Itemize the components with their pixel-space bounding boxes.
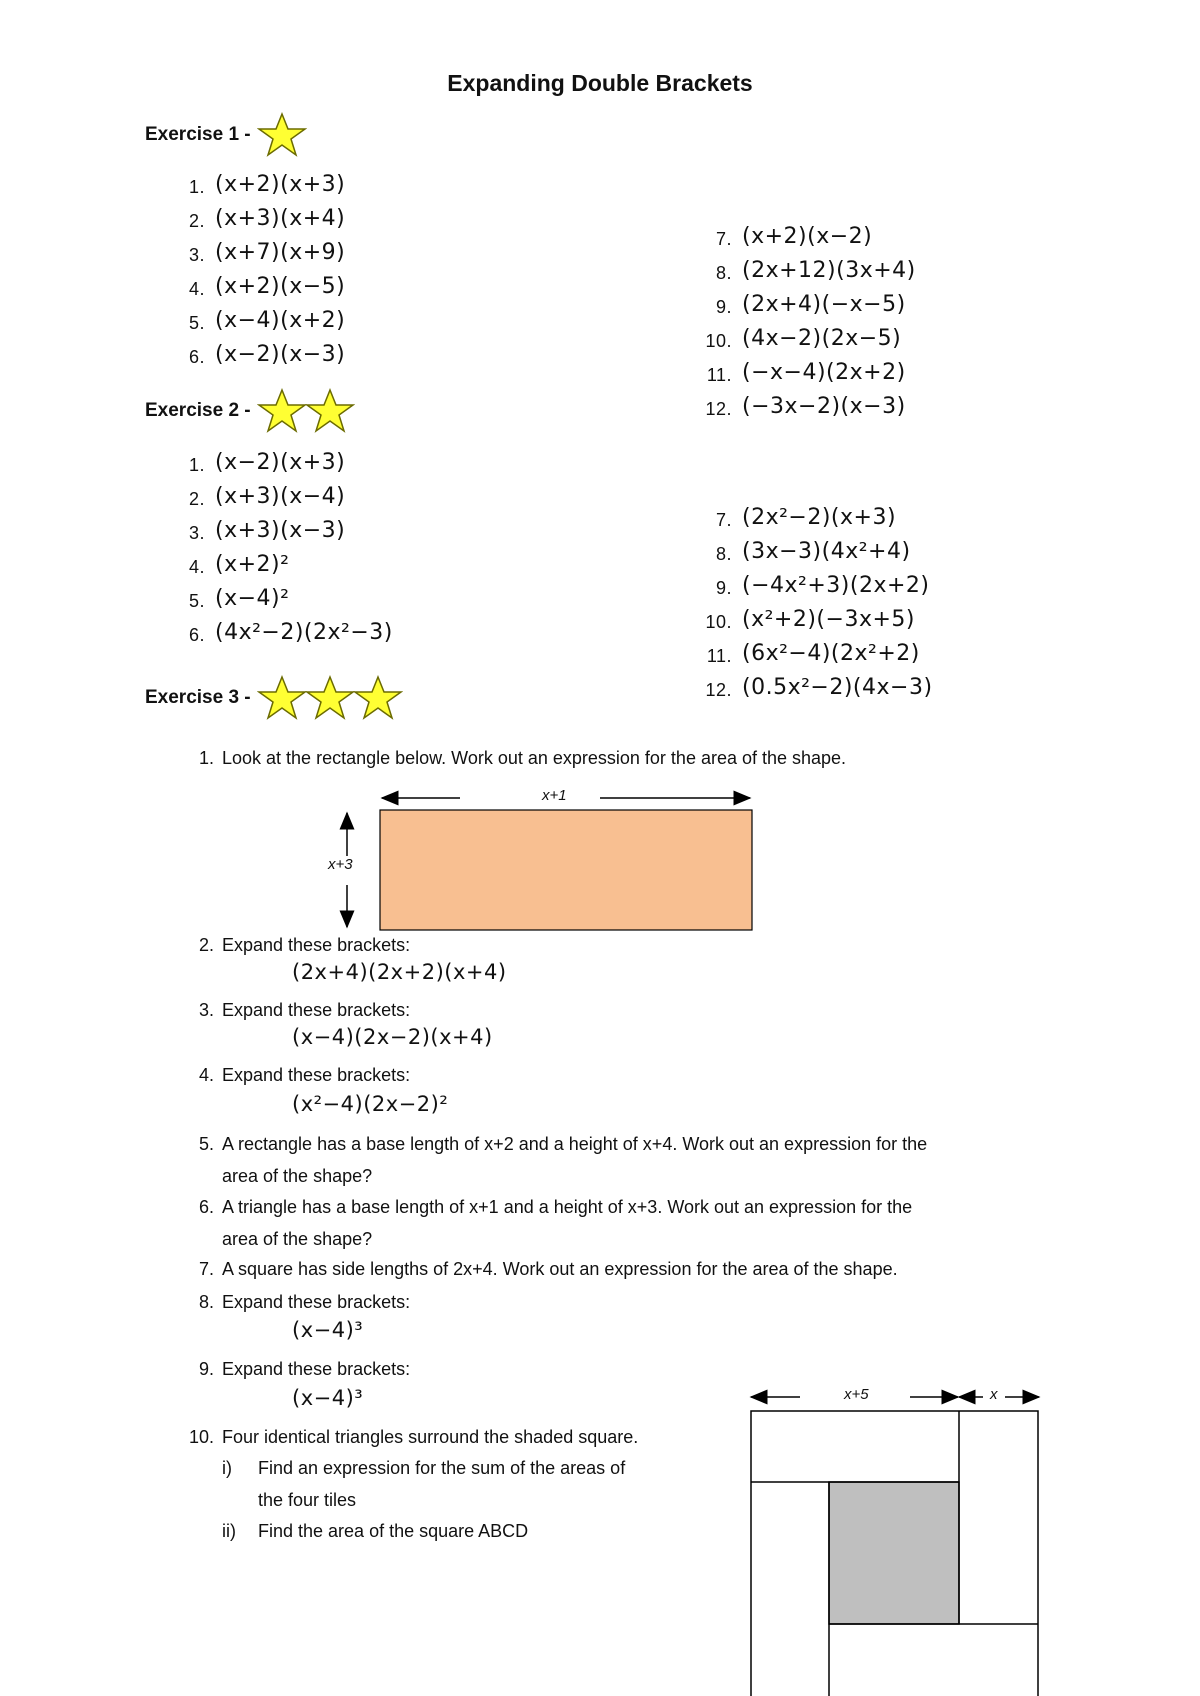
item-number: 5.: [188, 591, 205, 611]
star-icon: [305, 388, 355, 434]
exercise-1-stars: [257, 112, 305, 158]
exercise-3-heading: [145, 675, 401, 721]
question-4-text: Expand these brackets:: [222, 1065, 411, 1085]
item-expression: (x+2)(x+3): [215, 172, 346, 197]
list-item: [188, 552, 393, 586]
star-icon: [305, 675, 355, 721]
list-item: [705, 607, 933, 641]
list-item: [188, 274, 346, 308]
question-10-text: Four identical triangles surround the shaded square.: [222, 1427, 639, 1447]
item-number: 12.: [705, 399, 732, 419]
item-expression: (x−2)(x+3): [215, 450, 346, 475]
item-expression: (x+3)(x−3): [215, 518, 346, 543]
question-10: 10. Four identical triangles surround the shaded square.: [188, 1427, 639, 1447]
item-expression: (0.5x²−2)(4x−3): [742, 675, 933, 700]
list-item: [706, 641, 933, 675]
question-2: 2. Expand these brackets:: [198, 935, 411, 955]
list-item: [188, 518, 393, 552]
exercise-3-label: Exercise 3 -: [145, 687, 251, 708]
exercise-1-heading: [145, 112, 305, 158]
exercise-2-label: Exercise 2 -: [145, 400, 251, 421]
question-6: 6. A triangle has a base length of x+1 and a height of x+3. Work out an expression for the area of the shape?: [222, 1191, 912, 1255]
item-number: 2.: [188, 211, 205, 231]
item-number: 5.: [188, 313, 205, 333]
question-1: 1. Look at the rectangle below. Work out an expression for the area of the shape.: [198, 748, 847, 768]
list-item: [188, 620, 393, 654]
item-number: 4.: [188, 279, 205, 299]
question-10-part-i: i) Find an expression for the sum of the areas of the four tiles: [258, 1452, 625, 1516]
list-item: [188, 586, 393, 620]
part-ii-text: Find the area of the square ABCD: [258, 1521, 529, 1541]
list-item: [715, 573, 933, 607]
item-number: 1.: [188, 455, 205, 475]
exercise-1-right-list: [705, 224, 916, 428]
list-item: [188, 450, 393, 484]
item-expression: (−x−4)(2x+2): [742, 360, 906, 385]
item-number: 10.: [705, 331, 732, 351]
square-label-a: x+5: [838, 1386, 875, 1403]
item-number: 11.: [706, 646, 732, 666]
item-expression: (4x²−2)(2x²−3): [215, 620, 393, 645]
question-6-text-line-2: area of the shape?: [222, 1229, 373, 1249]
question-10-part-ii: ii) Find the area of the square ABCD: [222, 1521, 529, 1541]
list-item: [705, 394, 916, 428]
list-item: [715, 539, 933, 573]
question-8-expression: (x−4)³: [292, 1318, 364, 1342]
star-icon: [353, 675, 403, 721]
exercise-2-left-list: [188, 450, 393, 654]
question-7-text: A square has side lengths of 2x+4. Work out an expression for the area of the shape.: [222, 1259, 898, 1279]
item-number: 7.: [715, 510, 732, 530]
item-expression: (x+2)(x−2): [742, 224, 873, 249]
question-9: 9. Expand these brackets:: [198, 1359, 411, 1379]
rectangle-diagram: [320, 785, 770, 935]
square-tiles-diagram: [745, 1385, 1045, 1696]
question-8: 8. Expand these brackets:: [198, 1292, 411, 1312]
list-item: [188, 308, 346, 342]
page-title: Expanding Double Brackets: [447, 70, 753, 96]
square-label-b: x: [984, 1386, 1004, 1403]
question-9-text: Expand these brackets:: [222, 1359, 411, 1379]
question-5: 5. A rectangle has a base length of x+2 and a height of x+4. Work out an expression for the area of the shape?: [222, 1128, 927, 1192]
list-item: [715, 505, 933, 539]
item-number: 1.: [188, 177, 205, 197]
exercise-2-heading: [145, 388, 353, 434]
area-rectangle: [380, 810, 752, 930]
shaded-square: [829, 1482, 959, 1624]
question-4-expression: (x²−4)(2x−2)²: [292, 1092, 449, 1116]
item-expression: (6x²−4)(2x²+2): [742, 641, 920, 666]
item-expression: (−3x−2)(x−3): [742, 394, 906, 419]
item-expression: (x−4)²: [215, 586, 290, 611]
exercise-1-label: Exercise 1 -: [145, 124, 251, 145]
list-item: [705, 675, 933, 709]
part-i-line-1: Find an expression for the sum of the areas of: [258, 1458, 626, 1478]
question-2-text: Expand these brackets:: [222, 935, 411, 955]
question-5-text-line-2: area of the shape?: [222, 1166, 373, 1186]
item-number: 4.: [188, 557, 205, 577]
item-expression: (−4x²+3)(2x+2): [742, 573, 930, 598]
item-expression: (3x−3)(4x²+4): [742, 539, 911, 564]
item-number: 8.: [715, 544, 732, 564]
item-number: 10.: [705, 612, 732, 632]
question-8-text: Expand these brackets:: [222, 1292, 411, 1312]
exercise-1-left-list: [188, 172, 346, 376]
item-number: 9.: [715, 578, 732, 598]
item-number: 9.: [715, 297, 732, 317]
item-number: 6.: [188, 347, 205, 367]
question-3-expression: (x−4)(2x−2)(x+4): [292, 1025, 493, 1049]
part-i-line-2: the four tiles: [258, 1490, 357, 1510]
item-expression: (x+7)(x+9): [215, 240, 346, 265]
item-expression: (x+2)²: [215, 552, 290, 577]
list-item: [705, 326, 916, 360]
list-item: [706, 360, 916, 394]
rect-height-label: x+3: [322, 856, 359, 873]
question-3-text: Expand these brackets:: [222, 1000, 411, 1020]
item-number: 12.: [705, 680, 732, 700]
item-expression: (x+3)(x+4): [215, 206, 346, 231]
item-number: 2.: [188, 489, 205, 509]
question-1-text: Look at the rectangle below. Work out an expression for the area of the shape.: [222, 748, 847, 768]
item-number: 6.: [188, 625, 205, 645]
item-number: 3.: [188, 523, 205, 543]
list-item: [188, 240, 346, 274]
star-icon: [257, 388, 307, 434]
exercise-2-right-list: [705, 505, 933, 709]
item-expression: (x−4)(x+2): [215, 308, 346, 333]
list-item: [188, 172, 346, 206]
item-number: 11.: [706, 365, 732, 385]
list-item: [715, 224, 916, 258]
item-expression: (2x²−2)(x+3): [742, 505, 897, 530]
question-2-expression: (2x+4)(2x+2)(x+4): [292, 960, 507, 984]
rect-width-label: x+1: [536, 787, 573, 804]
item-expression: (x²+2)(−3x+5): [742, 607, 915, 632]
star-icon: [257, 112, 307, 158]
question-9-expression: (x−4)³: [292, 1386, 364, 1410]
star-icon: [257, 675, 307, 721]
item-expression: (2x+4)(−x−5): [742, 292, 906, 317]
item-expression: (x+2)(x−5): [215, 274, 346, 299]
exercise-3-stars: [257, 675, 401, 721]
list-item: [715, 258, 916, 292]
item-number: 3.: [188, 245, 205, 265]
item-expression: (x−2)(x−3): [215, 342, 346, 367]
list-item: [188, 484, 393, 518]
question-4: 4. Expand these brackets:: [198, 1065, 411, 1085]
list-item: [188, 206, 346, 240]
question-3: 3. Expand these brackets:: [198, 1000, 411, 1020]
item-number: 8.: [715, 263, 732, 283]
item-expression: (2x+12)(3x+4): [742, 258, 916, 283]
question-5-text-line-1: A rectangle has a base length of x+2 and a height of x+4. Work out an expression for the: [222, 1134, 928, 1154]
item-number: 7.: [715, 229, 732, 249]
exercise-2-stars: [257, 388, 353, 434]
item-expression: (4x−2)(2x−5): [742, 326, 902, 351]
list-item: [188, 342, 346, 376]
item-expression: (x+3)(x−4): [215, 484, 346, 509]
question-6-text-line-1: A triangle has a base length of x+1 and a height of x+3. Work out an expression for the: [222, 1197, 913, 1217]
list-item: [715, 292, 916, 326]
question-7: 7. A square has side lengths of 2x+4. Work out an expression for the area of the shape.: [198, 1259, 898, 1279]
